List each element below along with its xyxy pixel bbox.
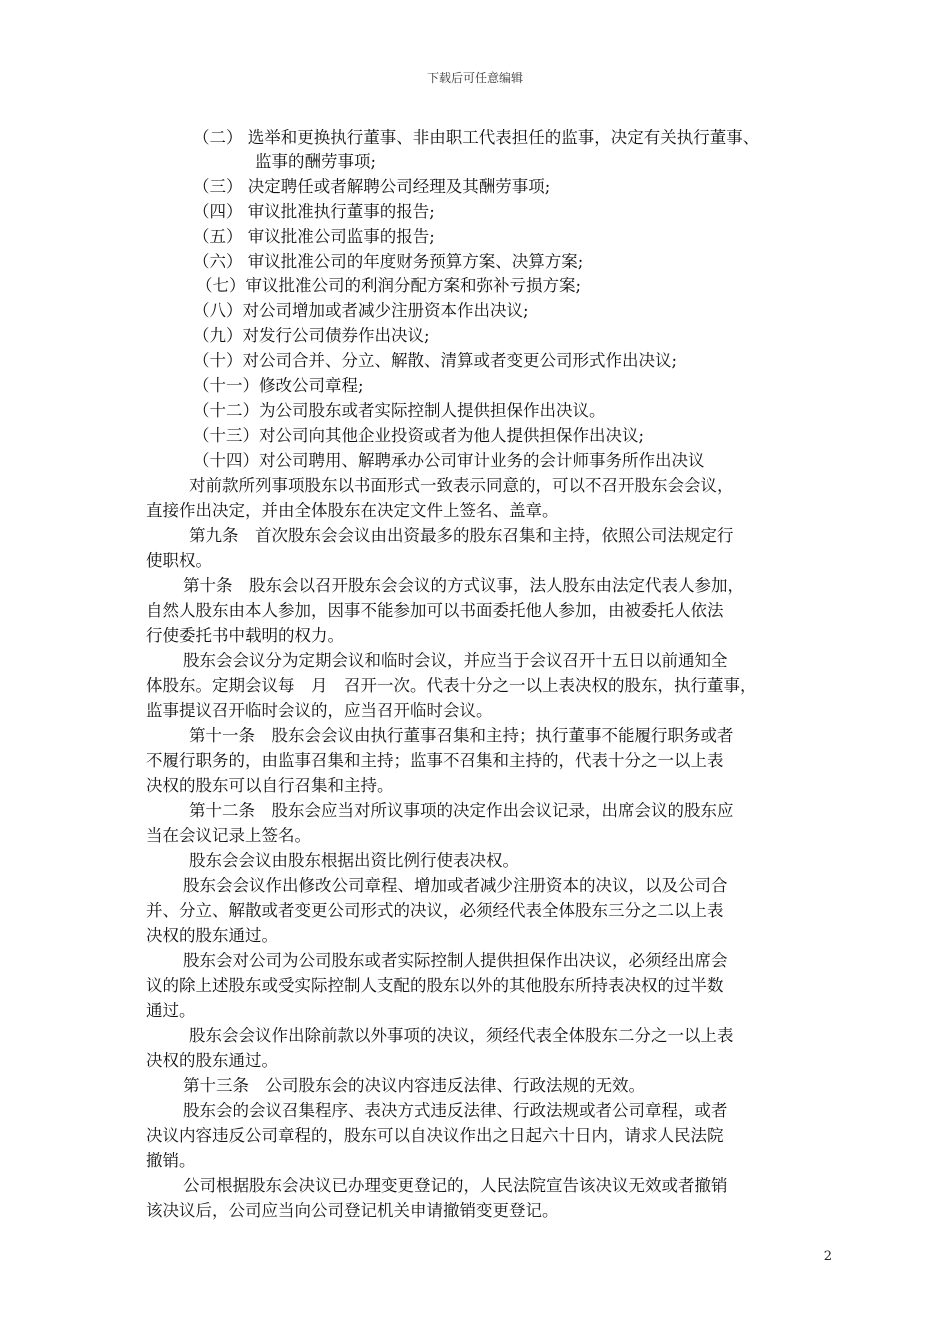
text-line: 公司根据股东会决议已办理变更登记的，人民法院宣告该决议无效或者撤销 — [183, 1176, 728, 1195]
text-line: 第十三条 公司股东会的决议内容违反法律、行政法规的无效。 — [183, 1076, 645, 1095]
text-line: 撤销。 — [146, 1151, 196, 1170]
text-line: 股东会会议由股东根据出资比例行使表决权。 — [189, 851, 519, 870]
text-line: 议的除上述股东或受实际控制人支配的股东以外的其他股东所持表决权的过半数 — [146, 976, 724, 995]
text-line: 决权的股东可以自行召集和主持。 — [146, 776, 394, 795]
text-line: （六） 审议批准公司的年度财务预算方案、决算方案; — [193, 252, 584, 271]
text-line: （三） 决定聘任或者解聘公司经理及其酬劳事项; — [193, 177, 551, 196]
text-line: （九）对发行公司债券作出决议; — [193, 326, 430, 345]
text-line: 行使委托书中载明的权力。 — [146, 626, 344, 645]
text-line: （八）对公司增加或者减少注册资本作出决议; — [193, 301, 529, 320]
page-number: 2 — [823, 1249, 832, 1264]
text-line: 使职权。 — [146, 551, 212, 570]
text-line: 不履行职务的，由监事召集和主持；监事不召集和主持的，代表十分之一以上表 — [146, 751, 724, 770]
text-line: 第十条 股东会以召开股东会会议的方式议事，法人股东由法定代表人参加， — [183, 576, 744, 595]
text-line: （五） 审议批准公司监事的报告; — [193, 227, 435, 246]
text-line: 股东会会议分为定期会议和临时会议，并应当于会议召开十五日以前通知全 — [183, 651, 728, 670]
text-line: 该决议后，公司应当向公司登记机关申请撤销变更登记。 — [146, 1201, 559, 1220]
text-line: （四） 审议批准执行董事的报告; — [193, 202, 435, 221]
text-line: （十四）对公司聘用、解聘承办公司审计业务的会计师事务所作出决议 — [193, 451, 705, 470]
text-line: 决权的股东通过。 — [146, 1051, 278, 1070]
text-line: （十三）对公司向其他企业投资或者为他人提供担保作出决议; — [193, 426, 645, 445]
text-line: 股东会的会议召集程序、表决方式违反法律、行政法规或者公司章程，或者 — [183, 1101, 728, 1120]
text-line: 对前款所列事项股东以书面形式一致表示同意的，可以不召开股东会会议， — [189, 476, 734, 495]
text-line: 监事的酬劳事项; — [255, 152, 377, 171]
text-line: 决议内容违反公司章程的，股东可以自决议作出之日起六十日内，请求人民法院 — [146, 1126, 724, 1145]
text-line: （十一）修改公司章程; — [193, 376, 364, 395]
text-line: 股东会对公司为公司股东或者实际控制人提供担保作出决议，必须经出席会 — [183, 951, 728, 970]
text-line: 股东会会议作出修改公司章程、增加或者减少注册资本的决议，以及公司合 — [183, 876, 728, 895]
text-line: （二） 选举和更换执行董事、非由职工代表担任的监事，决定有关执行董事、 — [193, 128, 760, 147]
page-header: 下载后可任意编辑 — [426, 71, 523, 85]
text-line: 股东会会议作出除前款以外事项的决议，须经代表全体股东二分之一以上表 — [189, 1026, 734, 1045]
text-line: 并、分立、解散或者变更公司形式的决议，必须经代表全体股东三分之二以上表 — [146, 901, 724, 920]
text-line: 体股东。定期会议每 月 召开一次。代表十分之一以上表决权的股东，执行董事， — [146, 676, 757, 695]
text-line: （十）对公司合并、分立、解散、清算或者变更公司形式作出决议; — [193, 351, 678, 370]
text-line: 决权的股东通过。 — [146, 926, 278, 945]
text-line: 第十一条 股东会会议由执行董事召集和主持；执行董事不能履行职务或者 — [189, 726, 734, 745]
text-line: 自然人股东由本人参加，因事不能参加可以书面委托他人参加，由被委托人依法 — [146, 601, 724, 620]
text-line: 通过。 — [146, 1001, 196, 1020]
text-line: 第十二条 股东会应当对所议事项的决定作出会议记录，出席会议的股东应 — [189, 801, 734, 820]
text-line: 第九条 首次股东会会议由出资最多的股东召集和主持，依照公司法规定行 — [189, 526, 734, 545]
text-line: （七）审议批准公司的利润分配方案和弥补亏损方案; — [196, 276, 582, 295]
text-line: 当在会议记录上签名。 — [146, 826, 311, 845]
text-line: 直接作出决定，并由全体股东在决定文件上签名、盖章。 — [146, 501, 559, 520]
text-line: 监事提议召开临时会议的，应当召开临时会议。 — [146, 701, 493, 720]
text-line: （十二）为公司股东或者实际控制人提供担保作出决议。 — [193, 401, 606, 420]
